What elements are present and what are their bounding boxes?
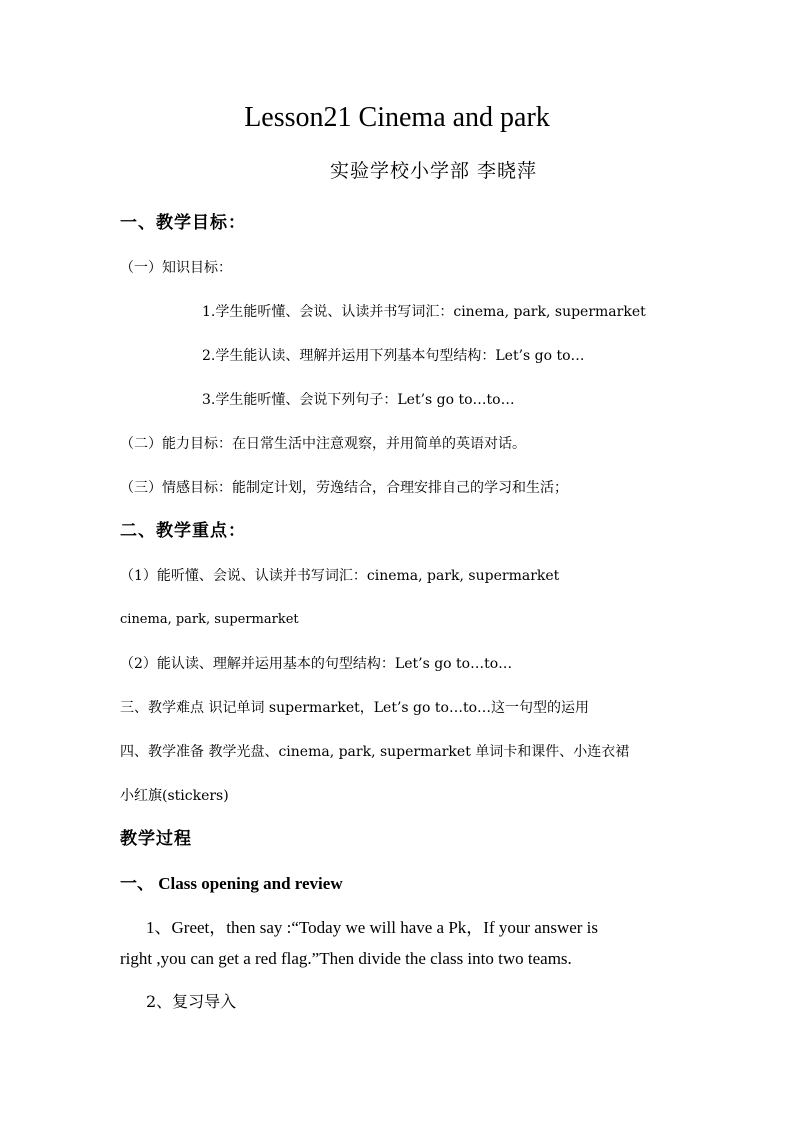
step1-item1-line2: right ,you can get a red flag.”Then divide the class into two teams. — [120, 949, 572, 968]
lesson-title: Lesson21 Cinema and park — [244, 102, 550, 133]
teaching-process-heading: 教学过程 — [120, 829, 192, 849]
key-point-1: （1）能听懂、会说、认读并书写词汇：cinema, park, supermarket — [120, 568, 560, 584]
knowledge-objectives-label: （一）知识目标： — [120, 260, 232, 276]
key-point-2: （2）能认读、理解并运用基本的句型结构：Let’s go to…to… — [120, 656, 513, 672]
key-point-1-words: cinema, park, supermarket — [120, 612, 299, 627]
ability-objectives: （二）能力目标：在日常生活中注意观察，并用简单的英语对话。 — [120, 436, 526, 452]
teaching-preparation-cont: 小红旗(stickers) — [120, 788, 229, 804]
author-line: 实验学校小学部 李晓萍 — [330, 160, 538, 182]
step1-item2: 2、复习导入 — [146, 992, 237, 1011]
step1-heading: 一、 Class opening and review — [120, 874, 343, 893]
emotion-objectives: （三）情感目标：能制定计划，劳逸结合，合理安排自己的学习和生活； — [120, 480, 568, 496]
objective-item-2: 2.学生能认读、理解并运用下列基本句型结构：Let’s go to… — [202, 348, 585, 364]
section-key-points-heading: 二、教学重点： — [120, 521, 246, 541]
section-teaching-objectives-heading: 一、教学目标： — [120, 213, 246, 233]
step1-item1-line1: 1、Greet，then say :“Today we will have a Pk，If your answer is — [146, 918, 599, 937]
objective-item-1: 1.学生能听懂、会说、认读并书写词汇：cinema, park, supermarket — [202, 304, 646, 320]
difficult-points: 三、教学难点 识记单词 supermarket，Let’s go to…to…这一句型的运用 — [120, 700, 589, 716]
teaching-preparation: 四、教学准备 教学光盘、cinema, park, supermarket 单词卡和课件、小连衣裙 — [120, 744, 630, 760]
objective-item-3: 3.学生能听懂、会说下列句子：Let’s go to…to… — [202, 392, 515, 408]
